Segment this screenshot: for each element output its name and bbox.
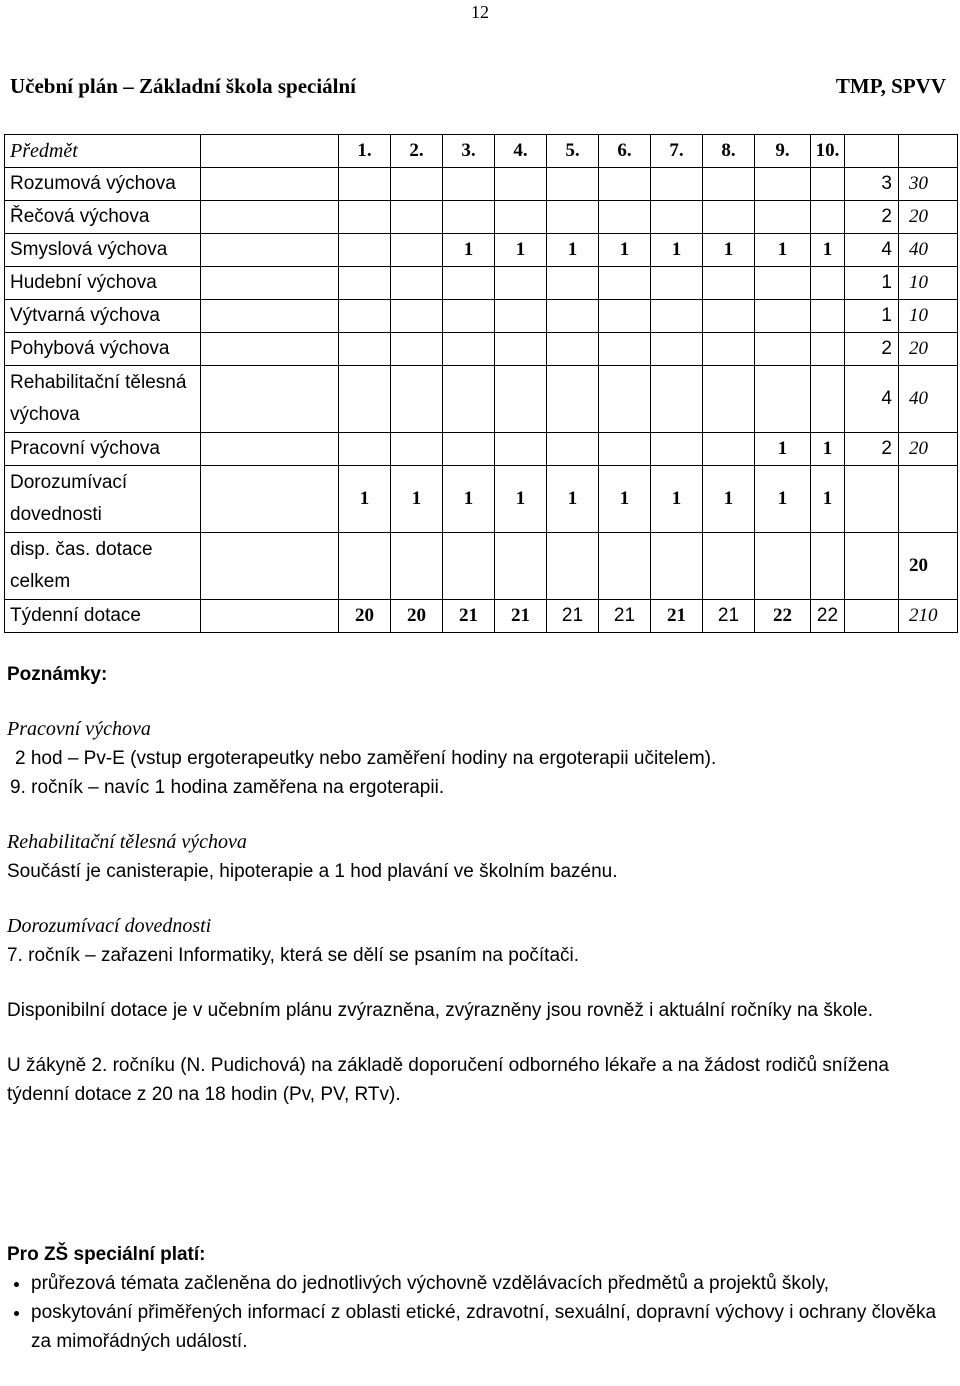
row-grade-value <box>443 300 495 333</box>
row-grade-value <box>339 201 391 234</box>
table-cell <box>845 135 899 168</box>
note-disponibilni: Disponibilní dotace je v učebním plánu zvýrazněna, zvýrazněny jsou rovněž i aktuální ročníky na škole. <box>7 1000 874 1021</box>
row-grade-value <box>599 168 651 201</box>
table-row <box>5 466 958 533</box>
row-subject: Pracovní výchova <box>5 433 201 466</box>
row-sum: 4 <box>845 234 899 267</box>
row-grade-value <box>339 366 391 433</box>
row-grade-value <box>443 533 495 600</box>
row-grade-value: 1 <box>703 234 755 267</box>
zs-bullet: • průřezová témata začleněna do jednotlivých výchovně vzdělávacích předmětů a projektů školy, <box>31 1269 953 1298</box>
row-grade-value <box>391 366 443 433</box>
row-grade-value: 21 <box>495 600 547 633</box>
row-grade-value <box>339 333 391 366</box>
header-grade: 2. <box>391 135 443 168</box>
row-subject: Rozumová výchova <box>5 168 201 201</box>
table-cell <box>201 300 339 333</box>
row-grade-value <box>495 267 547 300</box>
header-grade: 6. <box>599 135 651 168</box>
row-grade-value <box>599 333 651 366</box>
row-grade-value: 1 <box>755 466 811 533</box>
row-grade-value <box>755 333 811 366</box>
row-grade-value: 1 <box>651 234 703 267</box>
row-sum: 2 <box>845 433 899 466</box>
row-subject: Hudební výchova <box>5 267 201 300</box>
row-grade-value <box>339 300 391 333</box>
row-sum: 4 <box>845 366 899 433</box>
row-grade-value: 20 <box>339 600 391 633</box>
row-grade-value <box>651 267 703 300</box>
row-grade-value <box>811 267 845 300</box>
header-grade: 3. <box>443 135 495 168</box>
row-subject: Řečová výchova <box>5 201 201 234</box>
table-row <box>5 433 958 466</box>
row-grade-value <box>443 366 495 433</box>
table-cell <box>201 533 339 600</box>
row-sum: 2 <box>845 333 899 366</box>
row-grade-value: 1 <box>547 234 599 267</box>
row-grade-value <box>547 433 599 466</box>
note-dorozum-title: Dorozumívací dovednosti <box>7 915 212 937</box>
zs-section <box>7 1240 953 1356</box>
header-grade: 10. <box>811 135 845 168</box>
row-grade-value <box>811 533 845 600</box>
row-grade-value <box>703 201 755 234</box>
row-grade-value: 1 <box>703 466 755 533</box>
row-sum <box>845 600 899 633</box>
page-number: 12 <box>471 2 489 22</box>
row-subject-line2: výchova <box>10 404 80 425</box>
table-row <box>5 300 958 333</box>
table-row <box>5 366 958 433</box>
table-cell <box>201 135 339 168</box>
row-grade-value: 1 <box>651 466 703 533</box>
row-grade-value <box>391 201 443 234</box>
table-row <box>5 533 958 600</box>
row-grade-value: 21 <box>703 600 755 633</box>
row-hours: 30 <box>899 168 958 201</box>
row-grade-value <box>339 168 391 201</box>
table-row <box>5 333 958 366</box>
row-grade-value <box>547 333 599 366</box>
row-grade-value <box>811 300 845 333</box>
row-grade-value <box>547 366 599 433</box>
row-grade-value <box>703 433 755 466</box>
row-subject-line2: celkem <box>10 571 71 592</box>
row-grade-value <box>443 333 495 366</box>
table-row <box>5 201 958 234</box>
note-dorozum-line1: 7. ročník – zařazeni Informatiky, která se dělí se psaním na počítači. <box>7 945 580 966</box>
row-grade-value <box>599 433 651 466</box>
header-subject: Předmět <box>5 135 201 168</box>
zs-bullet: • poskytování přiměřených informací z oblasti etické, zdravotní, sexuální, dopravní výchovy i ochrany člověka za mimořádných událostí. <box>31 1298 953 1356</box>
row-sum <box>845 466 899 533</box>
row-subject <box>5 533 201 600</box>
row-grade-value <box>599 267 651 300</box>
row-grade-value <box>547 168 599 201</box>
row-sum <box>845 533 899 600</box>
row-sum: 1 <box>845 267 899 300</box>
row-grade-value: 21 <box>599 600 651 633</box>
row-grade-value: 22 <box>811 600 845 633</box>
table-cell <box>201 168 339 201</box>
curriculum-table <box>4 134 958 633</box>
row-grade-value: 1 <box>495 234 547 267</box>
row-hours: 20 <box>899 333 958 366</box>
table-cell <box>201 466 339 533</box>
row-grade-value <box>495 333 547 366</box>
table-cell <box>201 366 339 433</box>
row-grade-value <box>391 333 443 366</box>
row-grade-value: 1 <box>443 466 495 533</box>
row-grade-value <box>495 433 547 466</box>
row-grade-value <box>495 300 547 333</box>
row-grade-value <box>599 300 651 333</box>
row-grade-value <box>599 533 651 600</box>
row-grade-value <box>811 168 845 201</box>
row-grade-value: 1 <box>811 433 845 466</box>
row-hours: 20 <box>899 433 958 466</box>
header-grade: 1. <box>339 135 391 168</box>
table-cell <box>201 433 339 466</box>
row-hours <box>899 466 958 533</box>
row-grade-value: 1 <box>599 466 651 533</box>
row-subject: Pohybová výchova <box>5 333 201 366</box>
row-grade-value <box>443 201 495 234</box>
row-grade-value: 22 <box>755 600 811 633</box>
document-code: TMP, SPVV <box>835 74 946 98</box>
row-grade-value <box>339 234 391 267</box>
row-grade-value: 1 <box>811 234 845 267</box>
row-grade-value <box>703 333 755 366</box>
table-cell <box>899 135 958 168</box>
row-grade-value <box>547 267 599 300</box>
row-hours: 20 <box>899 533 958 600</box>
row-grade-value: 1 <box>755 234 811 267</box>
table-header-row <box>5 135 958 168</box>
row-grade-value <box>391 267 443 300</box>
row-grade-value <box>495 201 547 234</box>
note-pracovni-line2: 9. ročník – navíc 1 hodina zaměřena na ergoterapii. <box>10 777 445 798</box>
row-sum: 2 <box>845 201 899 234</box>
note-zakyne: U žákyně 2. ročníku (N. Pudichová) na základě doporučení odborného lékaře a na žádost rodičů snížena týdenní dotace z 20 na 18 hodin (Pv, PV, RTv). <box>7 1055 889 1105</box>
row-grade-value <box>547 533 599 600</box>
row-grade-value <box>703 300 755 333</box>
note-rehab-title: Rehabilitační tělesná výchova <box>7 831 247 853</box>
row-grade-value <box>547 300 599 333</box>
row-grade-value <box>755 267 811 300</box>
row-subject-line1: Rehabilitační tělesná <box>10 372 187 393</box>
table-row <box>5 600 958 633</box>
row-grade-value <box>547 201 599 234</box>
row-subject: Smyslová výchova <box>5 234 201 267</box>
table-cell <box>201 267 339 300</box>
row-hours: 210 <box>899 600 958 633</box>
row-grade-value: 1 <box>339 466 391 533</box>
row-grade-value <box>755 168 811 201</box>
row-grade-value: 21 <box>443 600 495 633</box>
row-grade-value <box>811 333 845 366</box>
table-cell <box>201 600 339 633</box>
table-cell <box>201 333 339 366</box>
document-title: Učební plán – Základní škola speciální <box>10 74 357 98</box>
row-grade-value: 1 <box>443 234 495 267</box>
row-grade-value <box>495 533 547 600</box>
row-subject: Výtvarná výchova <box>5 300 201 333</box>
header-grade: 5. <box>547 135 599 168</box>
header-grade: 9. <box>755 135 811 168</box>
row-grade-value <box>703 267 755 300</box>
row-subject: Týdenní dotace <box>5 600 201 633</box>
row-hours: 20 <box>899 201 958 234</box>
row-grade-value <box>651 333 703 366</box>
row-grade-value <box>391 433 443 466</box>
row-grade-value <box>391 300 443 333</box>
row-hours: 40 <box>899 234 958 267</box>
row-grade-value <box>755 366 811 433</box>
header-grade: 4. <box>495 135 547 168</box>
row-grade-value <box>443 433 495 466</box>
row-grade-value <box>703 366 755 433</box>
row-subject-line1: Dorozumívací <box>10 472 128 493</box>
row-subject-line1: disp. čas. dotace <box>10 539 153 560</box>
row-grade-value: 21 <box>547 600 599 633</box>
table-row <box>5 267 958 300</box>
row-grade-value: 1 <box>599 234 651 267</box>
row-grade-value <box>443 168 495 201</box>
row-grade-value: 20 <box>391 600 443 633</box>
row-grade-value <box>339 533 391 600</box>
row-grade-value <box>443 267 495 300</box>
row-grade-value: 1 <box>547 466 599 533</box>
row-grade-value: 1 <box>391 466 443 533</box>
notes-section <box>7 660 953 1109</box>
row-grade-value <box>339 267 391 300</box>
row-grade-value <box>339 433 391 466</box>
row-grade-value <box>755 201 811 234</box>
table-cell <box>201 201 339 234</box>
note-pracovni-title: Pracovní výchova <box>7 718 151 740</box>
row-subject <box>5 366 201 433</box>
row-subject-line2: dovednosti <box>10 504 102 525</box>
row-grade-value <box>391 168 443 201</box>
row-sum: 1 <box>845 300 899 333</box>
row-grade-value <box>599 201 651 234</box>
row-grade-value <box>495 366 547 433</box>
table-row <box>5 168 958 201</box>
row-grade-value <box>703 533 755 600</box>
row-grade-value <box>811 366 845 433</box>
row-grade-value <box>651 366 703 433</box>
zs-list <box>7 1269 953 1356</box>
table-cell <box>201 234 339 267</box>
row-grade-value <box>703 168 755 201</box>
row-grade-value: 1 <box>495 466 547 533</box>
note-rehab-line1: Součástí je canisterapie, hipoterapie a 1 hod plavání ve školním bazénu. <box>7 861 618 882</box>
row-grade-value <box>811 201 845 234</box>
notes-heading: Poznámky: <box>7 664 108 685</box>
note-pracovni-line1: 2 hod – Pv-E (vstup ergoterapeutky nebo zaměření hodiny na ergoterapii učitelem). <box>15 748 717 769</box>
row-hours: 10 <box>899 300 958 333</box>
row-grade-value <box>755 300 811 333</box>
row-grade-value <box>651 201 703 234</box>
row-subject <box>5 466 201 533</box>
row-grade-value <box>651 168 703 201</box>
row-grade-value <box>599 366 651 433</box>
row-grade-value: 1 <box>811 466 845 533</box>
row-hours: 40 <box>899 366 958 433</box>
table-row <box>5 234 958 267</box>
row-grade-value <box>651 433 703 466</box>
row-grade-value <box>651 300 703 333</box>
zs-heading: Pro ZŠ speciální platí: <box>7 1244 206 1265</box>
row-sum: 3 <box>845 168 899 201</box>
row-hours: 10 <box>899 267 958 300</box>
row-grade-value <box>391 234 443 267</box>
row-grade-value <box>651 533 703 600</box>
row-grade-value <box>391 533 443 600</box>
header-grade: 7. <box>651 135 703 168</box>
row-grade-value <box>755 533 811 600</box>
header-grade: 8. <box>703 135 755 168</box>
row-grade-value: 21 <box>651 600 703 633</box>
row-grade-value: 1 <box>755 433 811 466</box>
row-grade-value <box>495 168 547 201</box>
